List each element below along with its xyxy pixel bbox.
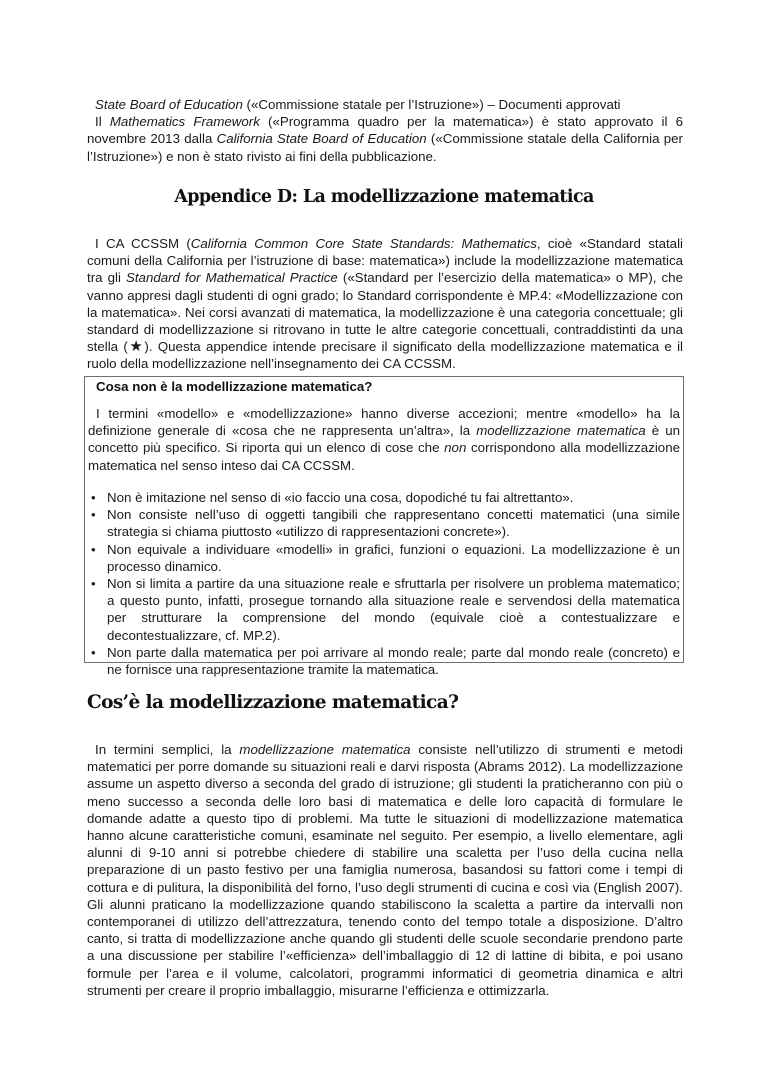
what-modeling-is-not-box — [84, 376, 684, 678]
section-body: In termini semplici, la modellizzazione matematica consiste nell’utilizzo di strumenti e metodi matematici per porre domande su situazioni reali e darvi risposta (Abrams 2012). La modellizzazione assume un aspetto diverso a seconda del grado di istruzione; gli studenti la praticheranno con più o meno successo a seconda delle loro basi di matematica e delle loro capacità di formulare le domande adatte a questo tipo di problemi. Ma tutte le situazioni di modellizzazione matematica hanno alcune caratteristiche comuni, esaminate nel seguito. Per esempio, a livello elementare, agli alunni di 9-10 anni si potrebbe chiedere di stabilire una scaletta per l’uso della cucina nella preparazione di un pasto festivo per una famiglia numerosa, basandosi su fattori come i tempi di cottura e di pulitura, la disponibilità del forno, l’uso degli strumenti di cucina e così via (English 2007). Gli alunni praticano la modellizzazione quando stabiliscono la scaletta a partire da intervalli non contemporanei di utilizzo dell’attrezzatura, tenendo conto del tempo totale a disposizione. D’altro canto, si tratta di modellizzazione anche quando gli studenti delle scuole secondarie prendono parte a una discussione per stabilire l’«efficienza» dell’imballaggio di 12 di lattine di bibita, e poi usano formule per l’area e il volume, calcolatori, programmi informatici di geometria dinamica e altri strumenti per creare il proprio imballaggio, misurarne l’efficienza e ottimizzarla. — [87, 742, 683, 998]
bullet-icon: • — [91, 541, 96, 557]
list-item: • Non equivale a individuare «modelli» in grafici, funzioni o equazioni. La modellizzazione è un processo dinamico. — [91, 541, 680, 574]
box-title: Cosa non è la modellizzazione matematica? — [96, 379, 373, 394]
section-title: Cos’è la modellizzazione matematica? — [87, 692, 459, 713]
not-modeling-list — [88, 489, 680, 678]
bullet-icon: • — [91, 644, 96, 660]
appendix-intro: I CA CCSSM (California Common Core State Standards: Mathematics, cioè «Standard statali comuni della California per l’istruzione di base: matematica») include la modellizzazione matematica tra gli Standard for Mathematical Practice («Standard per l’esercizio della matematica» o MP), che vanno appresi dagli studenti di ogni grado; lo Standard corrispondente è MP.4: «Modellizzazione con la matematica». Nei corsi avanzati di matematica, la modellizzazione è una categoria concettuale; gli standard di modellizzazione si ritrovano in tutte le altre categorie concettuali, contraddistinti da una stella (★). Questa appendice intende precisare il significato della modellizzazione matematica e il ruolo della modellizzazione nell’insegnamento dei CA CCSSM. — [87, 236, 683, 372]
list-item: • Non parte dalla matematica per poi arrivare al mondo reale; parte dal mondo reale (concreto) e ne fornisce una rappresentazione tramite la matematica. — [91, 644, 680, 678]
box-intro: I termini «modello» e «modellizzazione» hanno diverse accezioni; mentre «modello» ha la definizione generale di «cosa che ne rappresenta un’altra», la modellizzazione matematica è un concetto più specifico. Si riporta qui un elenco di cose che non corrispondono alla modellizzazione matematica nel senso inteso dai CA CCSSM. — [88, 406, 680, 473]
list-item: • Non si limita a partire da una situazione reale e sfruttarla per risolvere un problema matematico; a questo punto, infatti, prosegue tornando alla situazione reale e servendosi della matematica per strutturare la comprensione del mondo (equivale cioè a contestualizzare e decontestualizzare, cf. MP.2). — [91, 576, 680, 643]
approval-note-line1: State Board of Education («Commissione statale per l’Istruzione») – Documenti approvati — [95, 97, 621, 112]
list-item: • Non consiste nell’uso di oggetti tangibili che rappresentano concetti matematici (una simile strategia si chiama piuttosto «utilizzo di rappresentazioni concrete»). — [91, 507, 680, 540]
appendix-title: Appendice D: La modellizzazione matematica — [174, 187, 594, 207]
bullet-icon: • — [91, 576, 96, 592]
list-item: • Non è imitazione nel senso di «io faccio una cosa, dopodiché tu fai altrettanto». — [91, 490, 574, 505]
bullet-icon: • — [91, 507, 96, 523]
star-icon: ★ — [127, 338, 145, 356]
approval-note-line2: Il Mathematics Framework («Programma quadro per la matematica») è stato approvato il 6 novembre 2013 dalla California State Board of Education («Commissione statale della California per l’Istruzione») e non è stato rivisto ai fini della pubblicazione. — [87, 114, 683, 164]
approval-note — [87, 96, 683, 165]
bullet-icon: • — [91, 490, 96, 505]
